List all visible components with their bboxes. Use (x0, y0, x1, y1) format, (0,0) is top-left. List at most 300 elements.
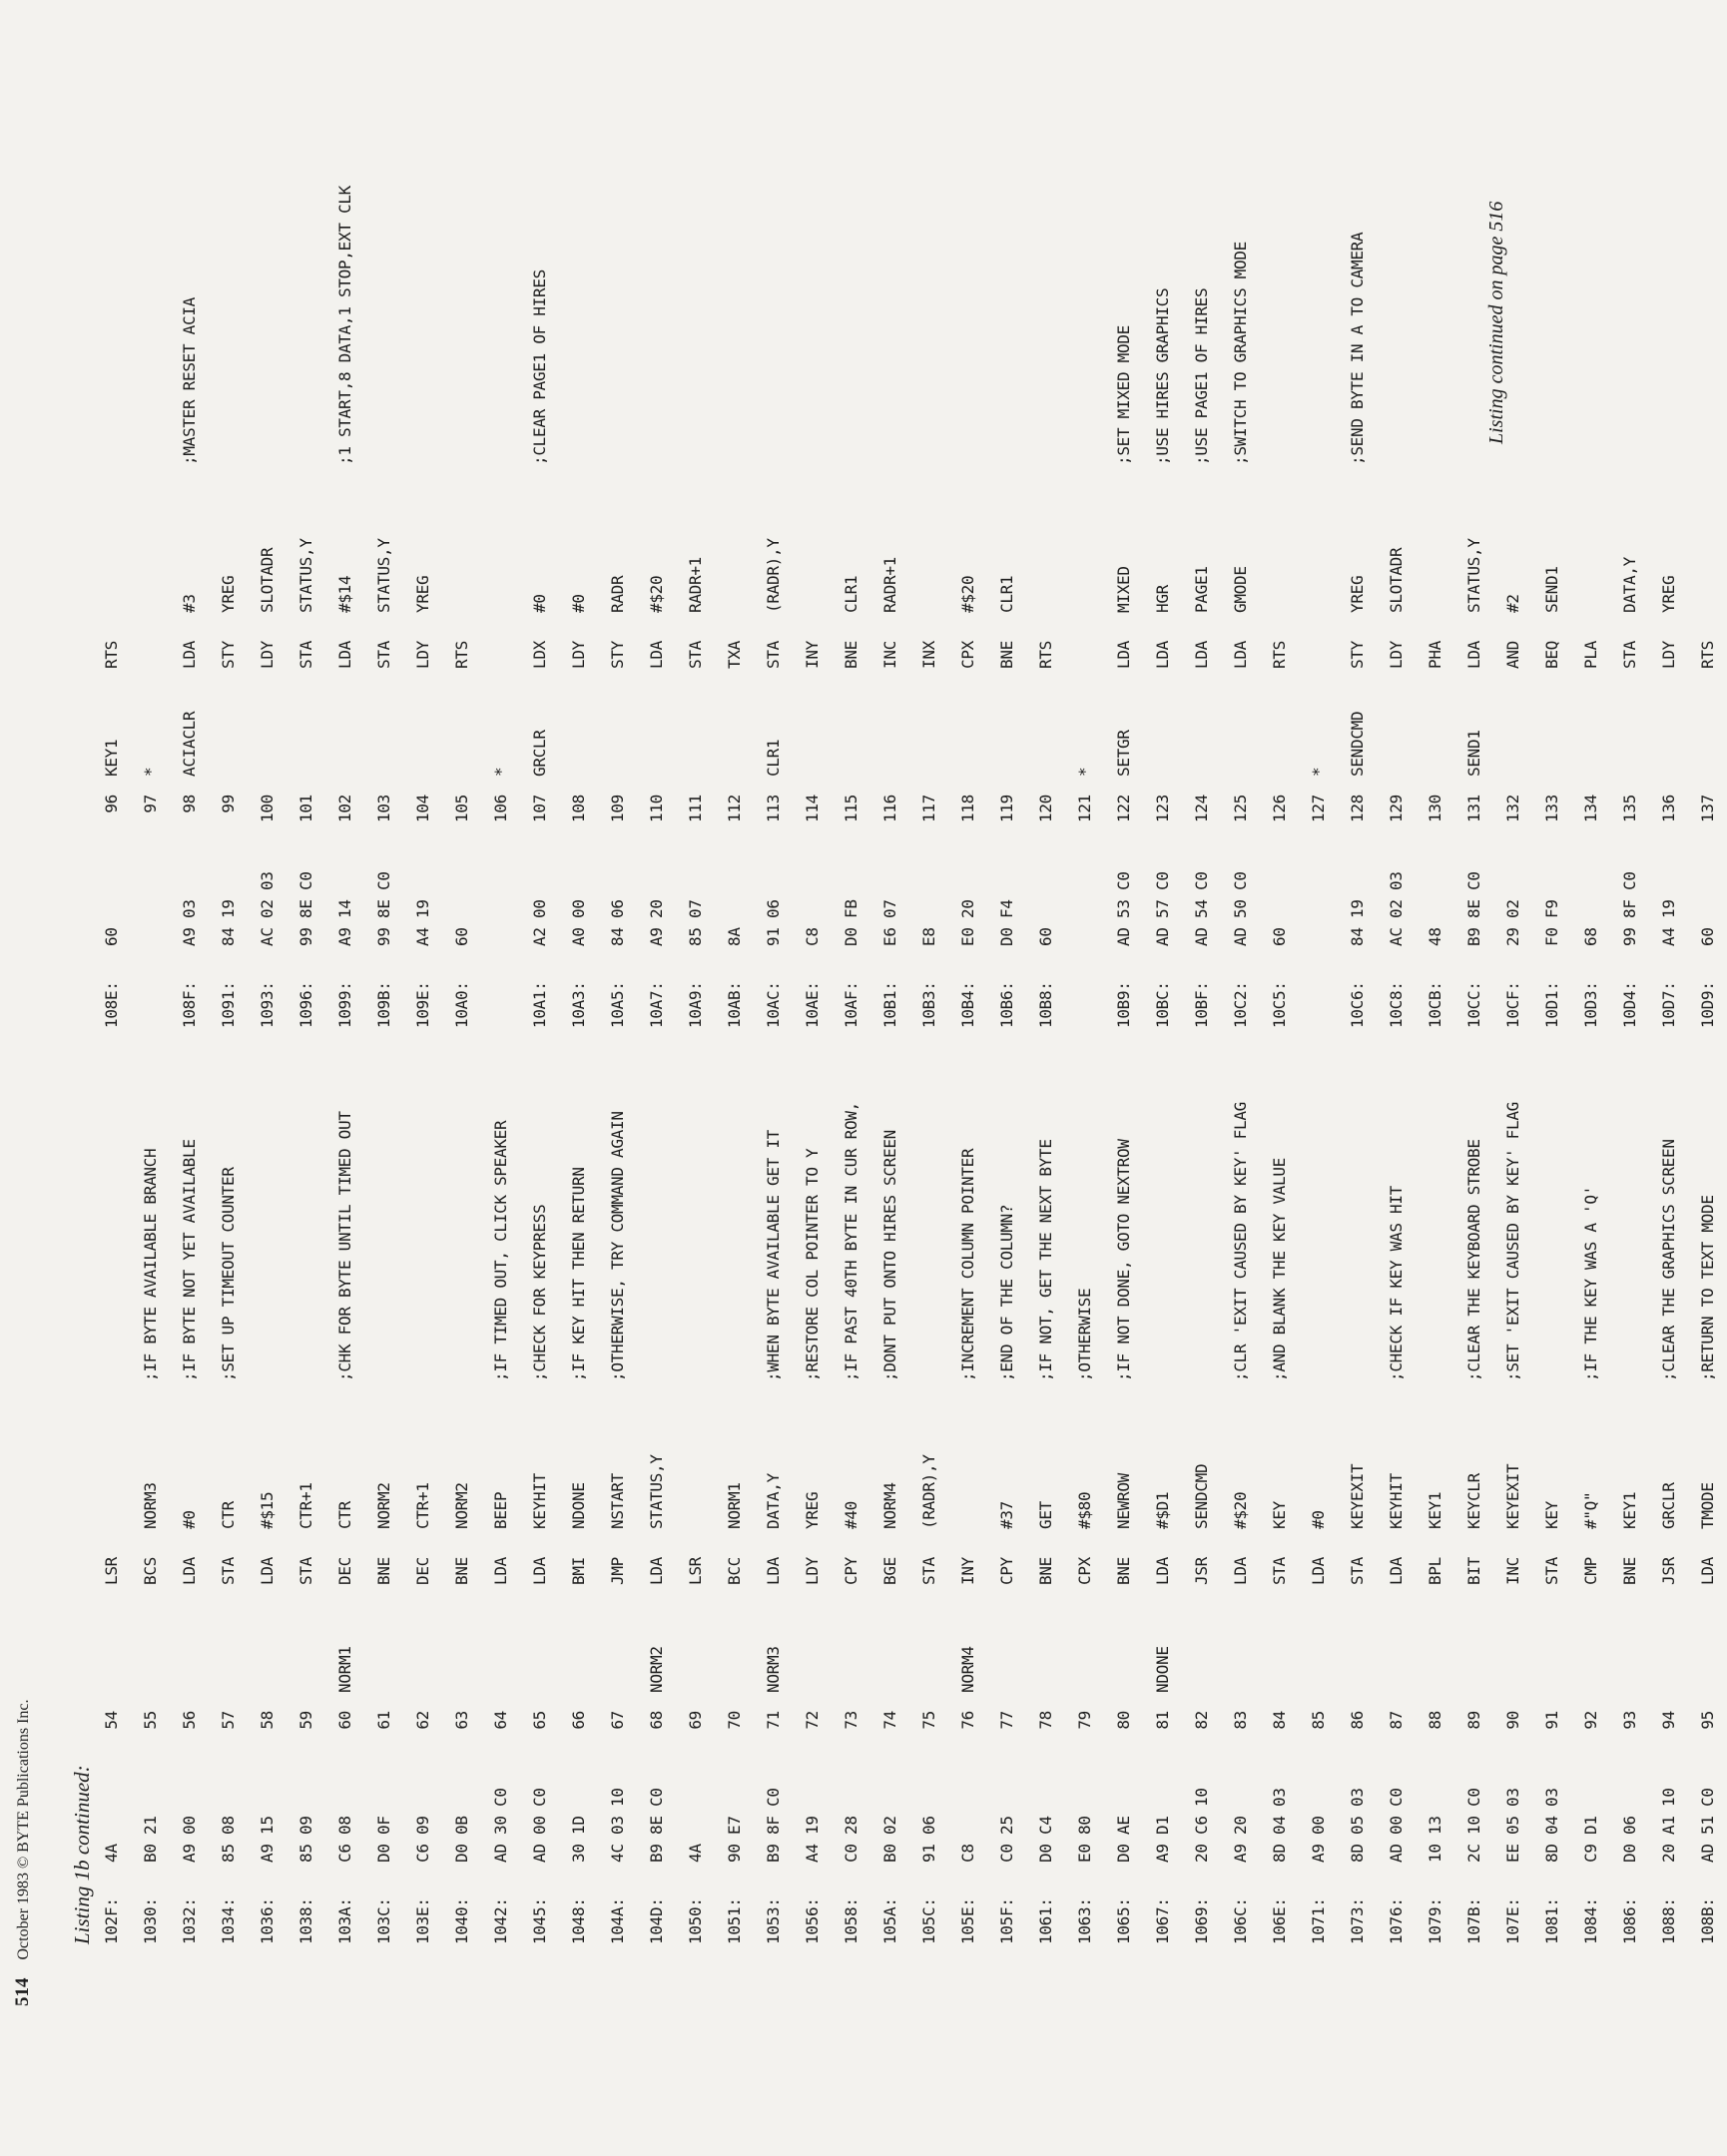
address-cell: 10BF: (1192, 981, 1211, 1028)
label-cell (287, 1585, 325, 1693)
operand-cell: SEND1 (1542, 566, 1561, 613)
label-cell (481, 1585, 520, 1693)
listing-row (793, 46, 832, 1028)
operand-cell: TMODE (1698, 1482, 1717, 1529)
opcode-cell (1299, 613, 1338, 669)
comment-cell (131, 46, 170, 465)
address-cell: 10BC: (1153, 981, 1172, 1028)
label-cell (715, 1585, 754, 1693)
hex-cell: A9 15 (258, 1816, 277, 1863)
listing-row (1065, 962, 1104, 1944)
label-cell (520, 1585, 559, 1693)
hex-cell: A4 19 (803, 1816, 822, 1863)
operand-cell: RADR (608, 575, 627, 613)
label-cell (403, 669, 442, 777)
operand-cell: SLOTADR (258, 547, 277, 613)
address-cell: 1086: (1620, 1897, 1639, 1944)
comment-cell (481, 46, 520, 465)
opcode-cell: BGE (880, 1557, 899, 1585)
address-cell: 1091: (219, 981, 238, 1028)
comment-cell (987, 46, 1026, 465)
opcode-cell: CPY (842, 1557, 861, 1585)
line-number-cell: 81 (1153, 1711, 1172, 1730)
line-number-cell: 103 (374, 795, 393, 822)
listing-row (1532, 46, 1571, 1028)
hex-cell (481, 838, 520, 946)
opcode-cell: BCC (725, 1557, 744, 1585)
hex-cell: 2C 10 C0 (1464, 1788, 1483, 1863)
label-cell: ACIACLR (180, 711, 199, 777)
opcode-cell: LDA (1309, 1557, 1328, 1585)
comment-cell: ;IF TIMED OUT, CLICK SPEAKER (491, 1120, 510, 1381)
opcode-cell: BIT (1464, 1557, 1483, 1585)
line-number-cell: 119 (997, 795, 1016, 822)
operand-cell (1065, 465, 1104, 613)
operand-cell: #$20 (958, 575, 977, 613)
label-cell (442, 1585, 481, 1693)
address-cell: 107B: (1464, 1897, 1483, 1944)
operand-cell: #0 (530, 594, 549, 613)
line-number-cell: 126 (1270, 795, 1289, 822)
listing-row (325, 46, 364, 1028)
operand-cell: SLOTADR (1387, 547, 1406, 613)
hex-cell: C9 D1 (1581, 1816, 1600, 1863)
operand-cell: KEY (1542, 1501, 1561, 1529)
opcode-cell: LDA (180, 1557, 199, 1585)
address-cell: 10B1: (880, 981, 899, 1028)
comment-cell: ;1 START,8 DATA,1 STOP,EXT CLK (335, 186, 354, 465)
opcode-cell: RTS (1036, 641, 1055, 669)
label-cell: NORM4 (958, 1646, 977, 1693)
label-cell (1649, 1585, 1688, 1693)
label-cell (403, 1585, 442, 1693)
operand-cell (442, 465, 481, 613)
opcode-cell: INC (1503, 1557, 1522, 1585)
opcode-cell: INY (803, 641, 822, 669)
comment-cell: ;CLEAR PAGE1 OF HIRES (530, 270, 549, 465)
hex-cell: 20 A1 10 (1659, 1788, 1678, 1863)
opcode-cell: STA (686, 641, 705, 669)
listing-row (1493, 962, 1532, 1944)
hex-cell: A2 00 (530, 899, 549, 946)
listing-row (754, 962, 793, 1944)
label-cell (131, 1585, 170, 1693)
label-cell (1493, 669, 1532, 777)
listing-row (131, 46, 170, 1028)
opcode-cell: DEC (335, 1557, 354, 1585)
label-cell (1649, 669, 1688, 777)
line-number-cell: 95 (1698, 1711, 1717, 1730)
operand-cell: KEYHIT (530, 1473, 549, 1529)
comment-cell (1610, 46, 1649, 465)
label-cell (948, 669, 987, 777)
comment-cell (1532, 46, 1571, 465)
hex-cell: 91 06 (764, 899, 783, 946)
hex-cell: C6 09 (413, 1816, 432, 1863)
operand-cell: YREG (803, 1491, 822, 1529)
operand-cell: STATUS,Y (296, 538, 315, 613)
listing-row (676, 962, 715, 1944)
listing-row (170, 962, 209, 1944)
operand-cell: NORM1 (725, 1482, 744, 1529)
line-number-cell: 108 (569, 795, 588, 822)
address-cell: 10B4: (958, 981, 977, 1028)
line-number-cell: 69 (686, 1711, 705, 1730)
address-cell: 1099: (335, 981, 354, 1028)
label-cell (832, 669, 870, 777)
opcode-cell: LDA (491, 1557, 510, 1585)
comment-cell (676, 46, 715, 465)
label-cell (209, 669, 248, 777)
address-cell: 1065: (1114, 1897, 1133, 1944)
operand-cell: CLR1 (997, 575, 1016, 613)
listing-row (832, 962, 870, 1944)
label-cell (248, 1585, 287, 1693)
hex-cell: C8 (958, 1844, 977, 1863)
listing-row (754, 46, 793, 1028)
operand-cell: #"Q" (1581, 1491, 1600, 1529)
hex-cell: 4A (686, 1844, 705, 1863)
hex-cell: 84 19 (219, 899, 238, 946)
line-number-cell: 109 (608, 795, 627, 822)
address-cell: 10CB: (1426, 981, 1444, 1028)
operand-cell: #$14 (335, 575, 354, 613)
hex-cell: 8A (725, 927, 744, 946)
opcode-cell: STA (296, 1557, 315, 1585)
line-number-cell: 65 (530, 1711, 549, 1730)
opcode-cell: INX (919, 641, 938, 669)
operand-cell: STATUS,Y (1464, 538, 1483, 613)
opcode-cell: JSR (1192, 1557, 1211, 1585)
operand-cell: GET (1036, 1501, 1055, 1529)
line-number-cell: 125 (1231, 795, 1250, 822)
operand-cell (1416, 465, 1454, 613)
comment-cell: ;SWITCH TO GRAPHICS MODE (1231, 242, 1250, 465)
listing-row (364, 46, 403, 1028)
line-number-cell: 57 (219, 1711, 238, 1730)
comment-cell: ;AND BLANK THE KEY VALUE (1270, 1158, 1289, 1381)
address-cell: 10CF: (1503, 981, 1522, 1028)
hex-cell: 10 13 (1426, 1816, 1444, 1863)
hex-cell: 84 06 (608, 899, 627, 946)
address-cell: 1053: (764, 1897, 783, 1944)
hex-cell: 4C 03 10 (608, 1788, 627, 1863)
opcode-cell: JSR (1659, 1557, 1678, 1585)
label-cell (987, 1585, 1026, 1693)
line-number-cell: 116 (880, 795, 899, 822)
opcode-cell: BNE (842, 641, 861, 669)
line-number-cell: 128 (1348, 795, 1367, 822)
listing-row (209, 962, 248, 1944)
operand-cell: RADR+1 (686, 557, 705, 613)
address-cell: 10AE: (803, 981, 822, 1028)
operand-cell (1299, 465, 1338, 613)
line-number-cell: 94 (1659, 1711, 1678, 1730)
hex-cell: B0 02 (880, 1816, 899, 1863)
listing-row (1299, 46, 1338, 1028)
label-cell: SETGR (1114, 730, 1133, 777)
hex-cell: C8 (803, 927, 822, 946)
listing-column-right (92, 46, 1727, 1028)
line-number-cell: 87 (1387, 1711, 1406, 1730)
label-cell: NORM1 (335, 1646, 354, 1693)
hex-cell: AD 54 C0 (1192, 871, 1211, 946)
label-cell (637, 669, 676, 777)
hex-cell: E6 07 (880, 899, 899, 946)
hex-cell: AD 00 C0 (1387, 1788, 1406, 1863)
address-cell: 1081: (1542, 1897, 1561, 1944)
listing-row (1026, 46, 1065, 1028)
hex-cell: AD 51 C0 (1698, 1788, 1717, 1863)
address-cell (131, 946, 170, 1028)
address-cell: 105E: (958, 1897, 977, 1944)
listing-row (92, 962, 131, 1944)
label-cell (1571, 669, 1610, 777)
hex-cell: 91 06 (919, 1816, 938, 1863)
opcode-cell: LDA (1698, 1557, 1717, 1585)
line-number-cell: 70 (725, 1711, 744, 1730)
opcode-cell: LDA (1192, 641, 1211, 669)
line-number-cell: 105 (452, 795, 471, 822)
label-cell (1377, 669, 1416, 777)
label-cell (1610, 1585, 1649, 1693)
label-cell (909, 669, 948, 777)
line-number-cell: 55 (141, 1711, 160, 1730)
address-cell: 105F: (997, 1897, 1016, 1944)
label-cell (1416, 1585, 1454, 1693)
comment-cell (403, 46, 442, 465)
address-cell: 1042: (491, 1897, 510, 1944)
operand-cell: NORM4 (880, 1482, 899, 1529)
label-cell (1532, 669, 1571, 777)
comment-cell (870, 46, 909, 465)
line-number-cell: 124 (1192, 795, 1211, 822)
hex-cell (1299, 838, 1338, 946)
listing-row (1454, 962, 1493, 1944)
comment-cell: ;RETURN TO TEXT MODE (1698, 1195, 1717, 1381)
comment-cell: ;SET UP TIMEOUT COUNTER (219, 1167, 238, 1381)
opcode-cell: DEC (413, 1557, 432, 1585)
operand-cell: STATUS,Y (374, 538, 393, 613)
opcode-cell: LSR (686, 1557, 705, 1585)
hex-cell: 20 C6 10 (1192, 1788, 1211, 1863)
operand-cell: BEEP (491, 1491, 510, 1529)
comment-cell: ;IF BYTE NOT YET AVAILABLE (180, 1139, 199, 1381)
hex-cell: A9 14 (335, 899, 354, 946)
hex-cell: C0 25 (997, 1816, 1016, 1863)
listing-row (870, 962, 909, 1944)
line-number-cell: 132 (1503, 795, 1522, 822)
address-cell: 1040: (452, 1897, 471, 1944)
comment-cell (598, 46, 637, 465)
line-number-cell: 93 (1620, 1711, 1639, 1730)
address-cell: 108B: (1698, 1897, 1717, 1944)
line-number-cell: 74 (880, 1711, 899, 1730)
listing-row (559, 46, 598, 1028)
label-cell (559, 1585, 598, 1693)
label-cell: NORM2 (647, 1646, 666, 1693)
label-cell (598, 1585, 637, 1693)
line-number-cell: 113 (764, 795, 783, 822)
label-cell: * (1309, 767, 1328, 777)
label-cell (1026, 669, 1065, 777)
line-number-cell: 79 (1075, 1711, 1094, 1730)
hex-cell: EE 05 03 (1503, 1788, 1522, 1863)
line-number-cell: 122 (1114, 795, 1133, 822)
hex-cell: B9 8E C0 (1464, 871, 1483, 946)
label-cell (325, 669, 364, 777)
operand-cell: RADR+1 (880, 557, 899, 613)
operand-cell: NDONE (569, 1482, 588, 1529)
label-cell (364, 669, 403, 777)
line-number-cell: 59 (296, 1711, 315, 1730)
line-number-cell: 96 (102, 795, 121, 813)
operand-cell: #0 (180, 1510, 199, 1529)
comment-cell (1026, 46, 1065, 465)
address-cell: 10D3: (1581, 981, 1600, 1028)
operand-cell: #0 (1309, 1510, 1328, 1529)
address-cell: 1056: (803, 1897, 822, 1944)
hex-cell: E0 20 (958, 899, 977, 946)
label-cell (1065, 1585, 1104, 1693)
operand-cell: #$80 (1075, 1491, 1094, 1529)
comment-cell (364, 46, 403, 465)
label-cell (793, 669, 832, 777)
operand-cell: #0 (569, 594, 588, 613)
comment-cell: ;SET 'EXIT CAUSED BY KEY' FLAG (1503, 1102, 1522, 1381)
line-number-cell: 130 (1426, 795, 1444, 822)
address-cell: 106C: (1231, 1897, 1250, 1944)
opcode-cell: LDX (530, 641, 549, 669)
listing-row (1688, 962, 1727, 1944)
comment-cell (1649, 46, 1688, 465)
opcode-cell: STA (374, 641, 393, 669)
line-number-cell: 98 (180, 795, 199, 813)
comment-cell: ;CLEAR THE GRAPHICS SCREEN (1659, 1139, 1678, 1381)
comment-cell (909, 46, 948, 465)
opcode-cell: PLA (1581, 641, 1600, 669)
opcode-cell: CPY (997, 1557, 1016, 1585)
hex-cell: 99 8F C0 (1620, 871, 1639, 946)
hex-cell: A9 00 (180, 1816, 199, 1863)
line-number-cell: 68 (647, 1711, 666, 1730)
label-cell (870, 669, 909, 777)
address-cell: 1061: (1036, 1897, 1055, 1944)
address-cell: 10AB: (725, 981, 744, 1028)
line-number-cell: 101 (296, 795, 315, 822)
hex-cell: 60 (1036, 927, 1055, 946)
listing-row (1260, 46, 1299, 1028)
address-cell: 10C2: (1231, 981, 1250, 1028)
opcode-cell: LDY (569, 641, 588, 669)
label-cell (1260, 1585, 1299, 1693)
listing-row (364, 962, 403, 1944)
operand-cell: (RADR),Y (919, 1454, 938, 1529)
operand-cell: CLR1 (842, 575, 861, 613)
opcode-cell: LDA (764, 1557, 783, 1585)
address-cell: 108E: (102, 981, 121, 1028)
opcode-cell: PHA (1426, 641, 1444, 669)
listing-row (403, 46, 442, 1028)
comment-cell: ;USE PAGE1 OF HIRES (1192, 287, 1211, 465)
label-cell (1571, 1585, 1610, 1693)
address-cell: 10D1: (1542, 981, 1561, 1028)
address-cell: 10C6: (1348, 981, 1367, 1028)
listing-row (1143, 46, 1182, 1028)
hex-cell: A9 D1 (1153, 1816, 1172, 1863)
hex-cell: E0 80 (1075, 1816, 1094, 1863)
operand-cell: #3 (180, 594, 199, 613)
line-number-cell: 112 (725, 795, 744, 822)
opcode-cell: LDY (803, 1557, 822, 1585)
listing-row (1454, 46, 1493, 1028)
operand-cell (793, 465, 832, 613)
label-cell: GRCLR (530, 730, 549, 777)
operand-cell: #$15 (258, 1491, 277, 1529)
listing-row (209, 46, 248, 1028)
label-cell (170, 1585, 209, 1693)
label-cell (1688, 669, 1727, 777)
label-cell (1182, 1585, 1221, 1693)
address-cell: 105C: (919, 1897, 938, 1944)
operand-cell (1688, 465, 1727, 613)
comment-cell: ;CHECK IF KEY WAS HIT (1387, 1186, 1406, 1381)
comment-cell: ;OTHERWISE (1075, 1288, 1094, 1381)
address-cell: 1071: (1309, 1897, 1328, 1944)
listing-row (1182, 46, 1221, 1028)
operand-cell (131, 465, 170, 613)
opcode-cell: BPL (1426, 1557, 1444, 1585)
listing-row (1143, 962, 1182, 1944)
listing-row (909, 962, 948, 1944)
label-cell (559, 669, 598, 777)
address-cell: 103E: (413, 1897, 432, 1944)
address-cell: 1050: (686, 1897, 705, 1944)
continuation-note: Listing continued on page 516 (1485, 201, 1507, 444)
operand-cell: PAGE1 (1192, 566, 1211, 613)
listing-row (248, 46, 287, 1028)
operand-cell (676, 1381, 715, 1529)
line-number-cell: 106 (491, 795, 510, 822)
comment-cell (209, 46, 248, 465)
hex-cell: 60 (102, 927, 121, 946)
comment-cell (248, 46, 287, 465)
comment-cell (1299, 46, 1338, 465)
listing-row (1532, 962, 1571, 1944)
comment-cell (1260, 46, 1299, 465)
hex-cell: 8D 04 03 (1542, 1788, 1561, 1863)
operand-cell: STATUS,Y (647, 1454, 666, 1529)
listing-row (715, 46, 754, 1028)
address-cell: 10B3: (919, 981, 938, 1028)
address-cell: 105A: (880, 1897, 899, 1944)
opcode-cell: LDA (1114, 641, 1133, 669)
opcode-cell: RTS (1270, 641, 1289, 669)
line-number-cell: 66 (569, 1711, 588, 1730)
line-number-cell: 137 (1698, 795, 1717, 822)
listing-row (442, 46, 481, 1028)
hex-cell: B0 21 (141, 1816, 160, 1863)
listing-row (909, 46, 948, 1028)
opcode-cell: BNE (997, 641, 1016, 669)
address-cell: 1093: (258, 981, 277, 1028)
hex-cell: 8D 04 03 (1270, 1788, 1289, 1863)
hex-cell: C0 28 (842, 1816, 861, 1863)
opcode-cell: LDY (1659, 641, 1678, 669)
address-cell: 10A7: (647, 981, 666, 1028)
opcode-cell: LDA (647, 1557, 666, 1585)
line-number-cell: 123 (1153, 795, 1172, 822)
